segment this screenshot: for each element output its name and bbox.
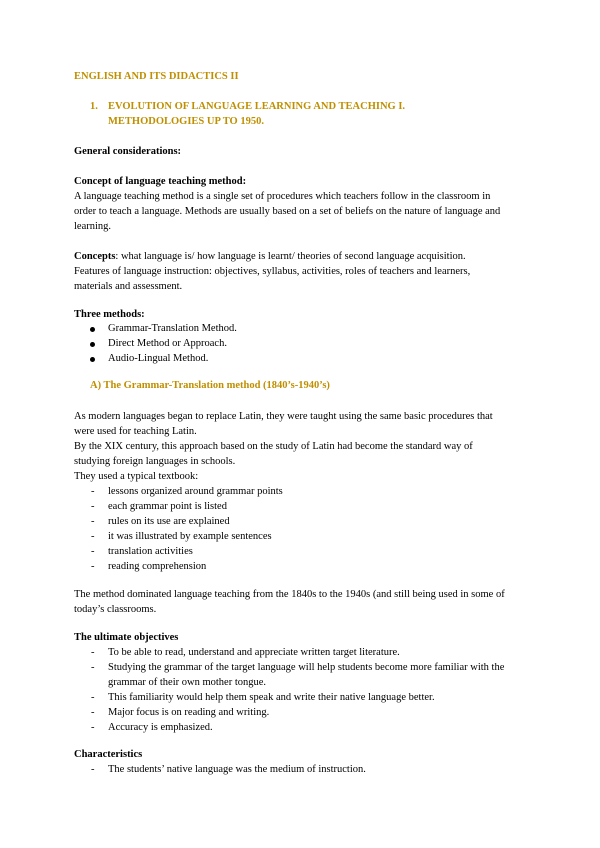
- dash-marker: -: [91, 692, 95, 703]
- objectives-heading: The ultimate objectives: [74, 632, 179, 643]
- bullet-dot: [90, 357, 95, 362]
- dash-marker: -: [91, 647, 95, 658]
- gt-intro-line: By the XIX century, this approach based on the study of Latin had become the standard way of: [74, 441, 473, 452]
- gt-intro-line: studying foreign languages in schools.: [74, 456, 236, 467]
- bullet-dot: [90, 327, 95, 332]
- textbook-item: it was illustrated by example sentences: [108, 531, 272, 542]
- method-item: Grammar-Translation Method.: [108, 323, 237, 334]
- textbook-item: reading comprehension: [108, 561, 207, 572]
- section-number: 1.: [90, 101, 98, 112]
- concepts-line: materials and assessment.: [74, 281, 183, 292]
- textbook-item: translation activities: [108, 546, 193, 557]
- dash-marker: -: [91, 486, 95, 497]
- concept-line: order to teach a language. Methods are usually based on a set of beliefs on the nature of language and: [74, 206, 501, 217]
- concepts-text: : what language is/ how language is learnt/ theories of second language acquisition.: [115, 251, 466, 262]
- textbook-item: each grammar point is listed: [108, 501, 227, 512]
- objective-item: Accuracy is emphasized.: [108, 722, 213, 733]
- objective-item: To be able to read, understand and appreciate written target literature.: [108, 647, 400, 658]
- section-title-line1: EVOLUTION OF LANGUAGE LEARNING AND TEACHING I.: [108, 101, 406, 112]
- method-item: Direct Method or Approach.: [108, 338, 227, 349]
- section-title-line2: METHODOLOGIES UP TO 1950.: [108, 116, 264, 127]
- dash-marker: -: [91, 501, 95, 512]
- dominated-line: The method dominated language teaching from the 1840s to the 1940s (and still being used in some of: [74, 589, 505, 600]
- dominated-line: today’s classrooms.: [74, 604, 157, 615]
- three-methods-heading: Three methods:: [74, 309, 145, 320]
- dash-marker: -: [91, 546, 95, 557]
- characteristics-heading: Characteristics: [74, 749, 143, 760]
- gt-intro-line: As modern languages began to replace Latin, they were taught using the same basic procedures that: [74, 411, 493, 422]
- objective-item-continued: grammar of their own mother tongue.: [108, 677, 267, 688]
- textbook-item: lessons organized around grammar points: [108, 486, 283, 497]
- dash-marker: -: [91, 516, 95, 527]
- doc-title: ENGLISH AND ITS DIDACTICS II: [74, 71, 239, 82]
- gt-intro-line: They used a typical textbook:: [74, 471, 199, 482]
- characteristic-item: The students’ native language was the medium of instruction.: [108, 764, 366, 775]
- dash-marker: -: [91, 561, 95, 572]
- subsection-a-heading: A) The Grammar-Translation method (1840’s-1940’s): [90, 380, 330, 391]
- dash-marker: -: [91, 707, 95, 718]
- gt-intro-line: were used for teaching Latin.: [74, 426, 197, 437]
- concepts-paragraph: [74, 250, 466, 264]
- method-item: Audio-Lingual Method.: [108, 353, 209, 364]
- dash-marker: -: [91, 531, 95, 542]
- objective-item: Major focus is on reading and writing.: [108, 707, 270, 718]
- dash-marker: -: [91, 722, 95, 733]
- objective-item: Studying the grammar of the target language will help students become more familiar with the: [108, 662, 505, 673]
- concept-line: A language teaching method is a single set of procedures which teachers follow in the classroom in: [74, 191, 491, 202]
- concept-line: learning.: [74, 221, 112, 232]
- concepts-label: Concepts: [74, 251, 116, 262]
- objective-item: This familiarity would help them speak and write their native language better.: [108, 692, 435, 703]
- concept-heading: Concept of language teaching method:: [74, 176, 247, 187]
- bullet-dot: [90, 342, 95, 347]
- concepts-line: Features of language instruction: objectives, syllabus, activities, roles of teachers and learners,: [74, 266, 471, 277]
- dash-marker: -: [91, 764, 95, 775]
- textbook-item: rules on its use are explained: [108, 516, 230, 527]
- general-considerations-heading: General considerations:: [74, 146, 182, 157]
- dash-marker: -: [91, 662, 95, 673]
